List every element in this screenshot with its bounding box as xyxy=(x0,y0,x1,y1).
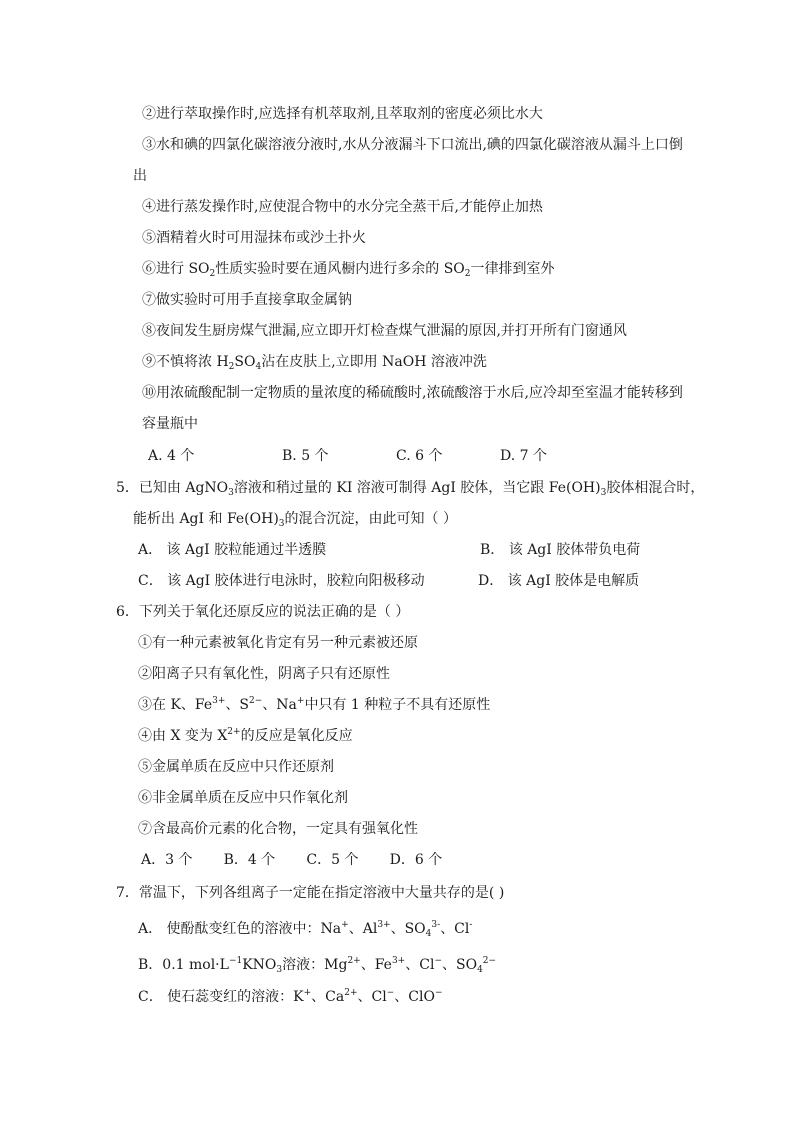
q4-item-8: ⑧夜间发生厨房煤气泄漏,应立即开灯检查煤气泄漏的原因,并打开所有门窗通风 xyxy=(142,323,627,339)
q7-option-a: A． 使酚酞变红色的溶液中：Na+、$Al^{3+}$、$SO_4^{3-}$、Cl- xyxy=(138,920,473,939)
q4-item-3-cont: 出 xyxy=(133,168,147,184)
q4-item-6: ⑥进行 $SO_2$性质实验时要在通风橱内进行多余的 $SO_2$一律排到室外 xyxy=(142,261,555,279)
q4-item-10: ⑩用浓硫酸配制一定物质的量浓度的稀硫酸时,浓硫酸溶于水后,应冷却至室温才能转移到 xyxy=(142,385,683,401)
q6-stem: 6．下列关于氧化还原反应的说法正确的是（ ） xyxy=(116,604,410,620)
q4-option-c: C. 6 个 xyxy=(396,448,443,464)
q4-item-3: ③水和碘的四氯化碳溶液分液时,水从分液漏斗下口流出,碘的四氯化碳溶液从漏斗上口倒 xyxy=(142,137,683,153)
q6-item-2: ②阳离子只有氧化性，阴离子只有还原性 xyxy=(138,666,390,682)
q5-option-b: B． 该 AgI 胶体带负电荷 xyxy=(480,542,641,558)
q7-option-c: C． 使石蕊变红的溶液：K+、$Ca^{2+}$、Cl−、ClO− xyxy=(138,988,443,1005)
q4-item-4: ④进行蒸发操作时,应使混合物中的水分完全蒸干后,才能停止加热 xyxy=(142,199,543,215)
q5-stem-cont: 能析出 AgI 和 $Fe(OH)_3$的混合沉淀，由此可知（ ） xyxy=(133,511,457,529)
q5-option-d: D． 该 AgI 胶体是电解质 xyxy=(478,573,640,589)
q6-item-6: ⑥非金属单质在反应中只作氧化剂 xyxy=(138,790,348,806)
q6-options: A．3 个 B．4 个 C．5 个 D．6 个 xyxy=(141,852,443,868)
q6-item-3: ③在 K、$Fe^{3+}$、$S^{2-}$、Na+中只有 1 种粒子不具有还原性 xyxy=(138,696,491,713)
q6-item-4: ④由 X 变为 $X^{2+}$的反应是氧化反应 xyxy=(138,727,353,744)
q4-item-7: ⑦做实验时可用手直接拿取金属钠 xyxy=(142,292,352,308)
q6-item-7: ⑦含最高价元素的化合物，一定具有强氧化性 xyxy=(138,821,418,837)
q4-item-10-cont: 容量瓶中 xyxy=(142,416,198,432)
q5-stem: 5．已知由 AgNO$_3$溶液和稍过量的 KI 溶液可制得 AgI 胶体，当它跟 $Fe(OH)_3$胶体相混合时， xyxy=(116,480,705,498)
q4-option-d: D. 7 个 xyxy=(500,448,547,464)
q5-option-c: C． 该 AgI 胶体进行电泳时，胶粒向阳极移动 xyxy=(138,573,425,589)
q5-option-a: A． 该 AgI 胶粒能通过半透膜 xyxy=(138,542,327,558)
q4-item-2: ②进行萃取操作时,应选择有机萃取剂,且萃取剂的密度必须比水大 xyxy=(142,106,543,122)
q6-item-5: ⑤金属单质在反应中只作还原剂 xyxy=(138,759,334,775)
q7-option-b: B．0.1 $mol\cdot L^{-1}KNO_3$溶液：$Mg^{2+}$、$Fe^{3+}$、Cl−、$SO_4^{2-}$ xyxy=(138,956,497,975)
q4-option-b: B. 5 个 xyxy=(282,448,329,464)
q6-item-1: ①有一种元素被氧化肯定有另一种元素被还原 xyxy=(138,635,418,651)
q4-option-a: A. 4 个 xyxy=(148,448,195,464)
q4-item-9: ⑨不慎将浓 $H_2SO_4$沾在皮肤上,立即用 NaOH 溶液冲洗 xyxy=(142,354,487,372)
q4-item-5: ⑤酒精着火时可用湿抹布或沙土扑火 xyxy=(142,230,366,246)
q7-stem: 7．常温下，下列各组离子一定能在指定溶液中大量共存的是( ) xyxy=(116,885,505,901)
